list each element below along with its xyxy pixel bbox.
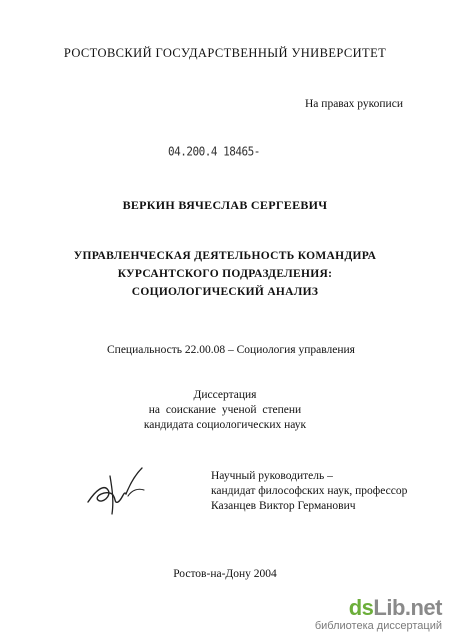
signature-icon xyxy=(82,460,162,520)
specialty-code: Специальность 22.00.08 – Социология управления xyxy=(107,344,355,356)
watermark xyxy=(315,596,442,633)
university-name: РОСТОВСКИЙ ГОСУДАРСТВЕННЫЙ УНИВЕРСИТЕТ xyxy=(63,46,387,60)
advisor-degree: кандидат философских наук, профессор xyxy=(211,485,408,497)
watermark-logo xyxy=(315,596,442,620)
dissertation-label: Диссертация xyxy=(193,389,257,401)
watermark-logo-prefix: ds xyxy=(348,595,374,620)
advisor-label: Научный руководитель – xyxy=(211,470,333,482)
library-stamp-number: 04.200.4 18465- xyxy=(168,144,260,159)
manuscript-rights-note: На правах рукописи xyxy=(305,98,403,110)
dissertation-title-line-2: КУРСАНТСКОГО ПОДРАЗДЕЛЕНИЯ: xyxy=(117,268,333,280)
degree-purpose: на соискание ученой степени xyxy=(148,404,302,416)
degree-name: кандидата социологических наук xyxy=(143,419,307,431)
author-name: ВЕРКИН ВЯЧЕСЛАВ СЕРГЕЕВИЧ xyxy=(122,198,328,212)
watermark-logo-rest: Lib.net xyxy=(373,595,442,620)
dissertation-title-line-3: СОЦИОЛОГИЧЕСКИЙ АНАЛИЗ xyxy=(131,286,319,298)
dissertation-title-line-1: УПРАВЛЕНЧЕСКАЯ ДЕЯТЕЛЬНОСТЬ КОМАНДИРА xyxy=(73,250,377,262)
watermark-subtitle: библиотека диссертаций xyxy=(314,620,442,632)
advisor-name: Казанцев Виктор Германович xyxy=(211,500,356,512)
city-year: Ростов-на-Дону 2004 xyxy=(173,568,277,580)
